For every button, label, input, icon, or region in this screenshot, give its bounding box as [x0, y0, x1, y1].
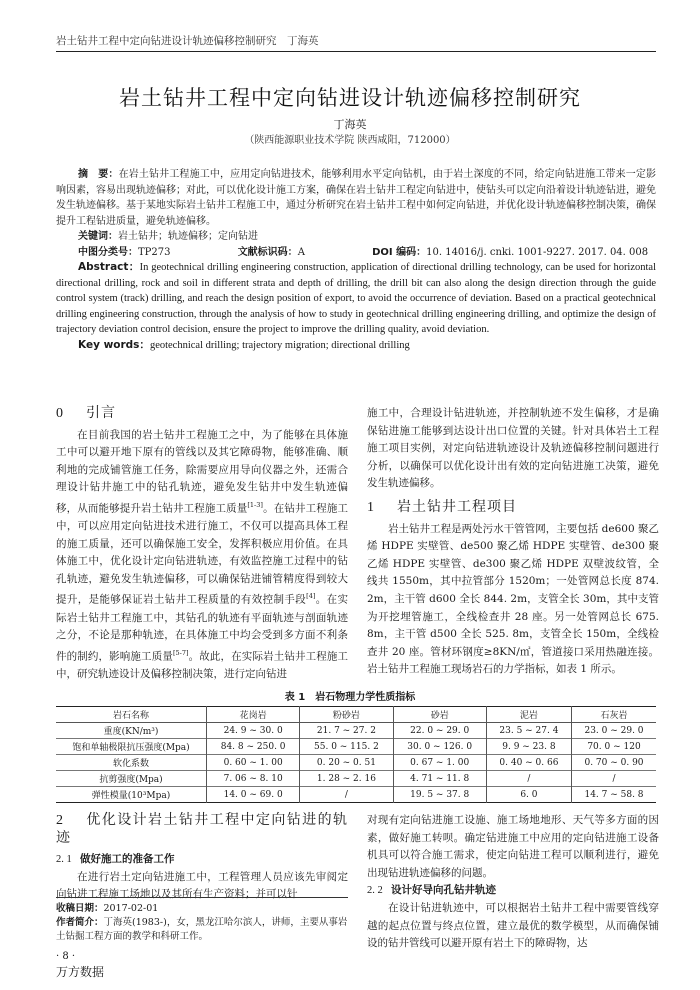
keywords-label: 关键词：: [78, 231, 118, 242]
table-cell: 70. 0 ~ 120: [572, 739, 657, 755]
table-cell: 6. 0: [486, 787, 571, 803]
table-cell: 饱和单轴极限抗压强度(Mpa): [72, 743, 190, 753]
table-cell: 30. 0 ~ 126. 0: [393, 739, 486, 755]
citation[interactable]: [1-3]: [247, 500, 263, 509]
table-cell: 14. 0 ~ 69. 0: [207, 787, 300, 803]
table-cell: /: [300, 787, 393, 803]
table-cell: 0. 67 ~ 1. 00: [393, 755, 486, 771]
table-row: [56, 771, 656, 787]
table-cell: 1. 28 ~ 2. 16: [300, 771, 393, 787]
clc-label: 中图分类号：: [78, 246, 138, 258]
table-header-cell: 粉砂岩: [300, 707, 393, 723]
classification-line: [56, 245, 656, 261]
table-row: [56, 787, 656, 803]
table-header-cell: 石灰岩: [572, 707, 657, 723]
abstract-block: [56, 167, 656, 353]
citation[interactable]: [5-7]: [172, 648, 189, 657]
table-cell: 23. 0 ~ 29. 0: [572, 723, 657, 739]
section-1-paragraph: 岩土钻井工程是两处污水干管管网，主要包括 de600 聚乙烯 HDPE 实壁管、de500 聚乙烯 HDPE 实壁管、de300 聚乙烯 HDPE 实壁管、de300 聚乙烯 HDPE 双壁波纹管，全线共 1550m，其中拉管部分 1520m；一处管网总长度 874. 2m，主干管 d600 全长 844. 2m，支管全长 30m，其中支管为开挖埋管施工，全线检查井 28 座。另一处管网总长 675. 8m，主干管 d500 全长 525. 8m，支管全长 150m，全线检查井 20 座。管材环钢度≥8KN/㎡，管道接口采用热融连接。岩土钻井工程施工现场岩石的力学指标，如表 1 所示。: [367, 522, 659, 676]
table-header-cell: 岩石名称: [112, 711, 149, 721]
subsection-2-1-paragraph: 在进行岩土定向钻进施工中，工程管理人员应该先审阅定向钻进工程施工场地以及其所有生产资料；并可以针: [56, 870, 348, 901]
table-cell: 4. 71 ~ 11. 8: [393, 771, 486, 787]
section-2-continued: [367, 812, 659, 953]
citation[interactable]: [4]: [306, 592, 316, 601]
footnote-rule: [56, 897, 348, 898]
doi-value: 10. 14016/j. cnki. 1001-9227. 2017. 04. 008: [426, 246, 649, 258]
table-row: [56, 739, 656, 755]
subsection-2-2-heading: 2. 2 设计好导向孔钻井轨迹: [367, 884, 496, 897]
table-cell: 0. 20 ~ 0. 51: [300, 755, 393, 771]
doi-label: DOI 编码：: [372, 246, 427, 258]
doc-code-label: 文献标识码：: [237, 246, 298, 258]
footnote: [56, 902, 348, 944]
received-date: 收稿日期：2017-02-01: [56, 903, 159, 914]
author: 丁海英: [333, 118, 367, 131]
table-cell: 0. 40 ~ 0. 66: [486, 755, 571, 771]
table-cell: 19. 5 ~ 37. 8: [393, 787, 486, 803]
wanfang-watermark: 万方数据: [56, 965, 105, 979]
subsection-2-2-paragraph: 在设计钻进轨迹中，可以根据岩土钻井工程中需要管线穿越的起点位置与终点位置，建立最优的数学模型，从而确保铺设的钻井管线可以避开原有岩土下的障碍物，达: [367, 901, 659, 950]
keywords-en: [56, 338, 656, 354]
subsection-2-1-heading: 2. 1 做好施工的准备工作: [56, 853, 175, 866]
abstract-en: [56, 260, 656, 338]
table-header-row: [56, 707, 656, 723]
table-cell: /: [572, 771, 657, 787]
clc-value: TP273: [138, 246, 171, 258]
doc-code-value: A: [297, 246, 305, 258]
section-0-heading: 0 引言: [56, 405, 116, 421]
table-cell: 软化系数: [112, 759, 149, 769]
section-0-continued: [367, 405, 659, 679]
table-cell: 21. 7 ~ 27. 2: [300, 723, 393, 739]
table-cell: 抗剪强度(Mpa): [99, 775, 163, 785]
table-header-cell: 泥岩: [486, 707, 571, 723]
table-cell: 55. 0 ~ 115. 2: [300, 739, 393, 755]
table-header-cell: 砂岩: [393, 707, 486, 723]
table-row: [56, 755, 656, 771]
section-0-paragraph-continued: 施工中，合理设计钻进轨迹，并控制轨迹不发生偏移，才是确保钻进施工能够到达设计出口位置的关键。针对具体岩土工程施工项目实例，对定向钻进轨迹设计及轨迹偏移控制问题进行分析，以确保可以优化设计出有效的定向钻进施工决策，避免发生轨迹偏移。: [367, 407, 659, 490]
table-cell: 0. 60 ~ 1. 00: [207, 755, 300, 771]
table-cell: 弹性模量(10³Mpa): [91, 791, 171, 801]
table-cell: 22. 0 ~ 29. 0: [393, 723, 486, 739]
affiliation: （陕西能源职业技术学院 陕西咸阳，712000）: [244, 135, 456, 146]
table-header-cell: 花岗岩: [207, 707, 300, 723]
table-cell: 84. 8 ~ 250. 0: [207, 739, 300, 755]
table-cell: 24. 9 ~ 30. 0: [207, 723, 300, 739]
subsection-2-1-paragraph-continued: 对现有定向钻进施工设施、施工场地地形、天气等多方面的因素，做好施工转呗。确定钻进施工中应用的定向钻进施工设备机具可以符合施工需求，使定向钻进工程可以顺利进行，避免出现钻进轨迹偏移的问题。: [367, 814, 659, 879]
keywords-cn: [56, 229, 656, 245]
abstract-en-label: Abstract：: [78, 261, 140, 273]
table-cell: 0. 70 ~ 0. 90: [572, 755, 657, 771]
table-cell: 14. 7 ~ 58. 8: [572, 787, 657, 803]
author-bio: 作者简介：丁海英(1983-)，女，黑龙江哈尔滨人，讲师，主要从事岩土钻掘工程方面的教学和科研工作。: [56, 917, 348, 942]
running-head: 岩土钻井工程中定向钻进设计轨迹偏移控制研究 丁海英: [56, 35, 319, 47]
page-number: · 8 ·: [56, 951, 76, 962]
keywords-text: 岩土钻井；轨迹偏移；定向钻进: [118, 231, 258, 242]
abstract-cn: [56, 167, 656, 229]
table-row: [56, 723, 656, 739]
table-cell: 23. 5 ~ 27. 4: [486, 723, 571, 739]
table-cell: /: [486, 771, 571, 787]
table-cell: 重度(KN/m³): [103, 727, 159, 737]
section-0-paragraph: 在目前我国的岩土钻井工程施工之中，为了能够在具体施工中可以避开地下原有的管线以及其它障碍物，能够准确、顺利地的完成铺管施工任务，除需要应用导向仪器之外，还需合理设计钻井施工中的钻孔轨迹，避免发生钻井中发生轨迹偏移，从而能够提升岩土钻井工程施工质量[1-3]。在钻井工程施工中，可以应用定向钻进技术进行施工，不仅可以提高具体工程的施工质量，还可以确保施工安全，发挥积极应用价值。在具体施工中，优化设计定向钻进轨迹，有效监控施工过程中的钻孔轨迹，避免发生轨迹偏移，可以确保钻进铺管精度得到较大提升，是能够保证岩土钻井工程质量的有效控制手段[4]。在实际岩土钻井工程施工中，其钻孔的轨迹有平面轨迹与剖面轨迹之分，不论是那种轨迹，在具体施工中均会受到多方面不利条件的制约，影响施工质量[5-7]。故此，在实际岩土钻井工程施工中，研究轨迹设计及偏移控制决策，进行定向钻进: [56, 428, 349, 680]
header-rule: [56, 51, 656, 52]
rock-properties-table: [56, 706, 656, 803]
table-cell: 7. 06 ~ 8. 10: [207, 771, 300, 787]
keywords-en-text: geotechnical drilling; trajectory migration; directional drilling: [149, 339, 410, 351]
abstract-label: 摘 要：: [78, 169, 119, 180]
section-0: [56, 405, 348, 683]
section-2: [56, 812, 348, 904]
keywords-en-label: Key words：: [78, 338, 150, 351]
table-caption: 表 1 岩石物理力学性质指标: [284, 692, 416, 703]
section-2-heading: 2 优化设计岩土钻井工程中定向钻进的轨迹: [56, 812, 348, 846]
abstract-text: 在岩土钻井工程施工中，应用定向钻进技术，能够利用水平定向钻机，由于岩土深度的不同，给定向钻进施工带来一定影响因素，容易出现轨迹偏移；对此，可以优化设计施工方案，确保在岩土钻井工程定向钻进中，使钻头可以定向沿着设计轨迹钻进，避免发生轨迹偏移。基于某地实际岩土钻井工程施工中，通过分析研究在岩土钻井工程中如何定向钻进，并优化设计轨迹偏移控制决策，确保提升工程钻进质量，避免轨迹偏移。: [56, 169, 657, 227]
table-cell: 9. 9 ~ 23. 8: [486, 739, 571, 755]
section-1-heading: 1 岩土钻井工程项目: [367, 498, 517, 515]
paper-title: 岩土钻井工程中定向钻进设计轨迹偏移控制研究: [119, 86, 581, 110]
abstract-en-text: In geotechnical drilling engineering construction, application of directional drilling technology, can be used for horizontal directional drilling, rock and soil in different strata and depth of drilling, the drill bit can also along the design direction through the guide control system (track) drilling, and reach the design position of export, to avoid the occurrence of deviation. Based on a practical geotechnical drilling engineering construction, through the analysis of how to study in geotechnical drilling engineering drilling, and optimize the design of trajectory deviation control decision, ensure the project to improve the drilling quality, avoid deviation.: [56, 262, 657, 335]
